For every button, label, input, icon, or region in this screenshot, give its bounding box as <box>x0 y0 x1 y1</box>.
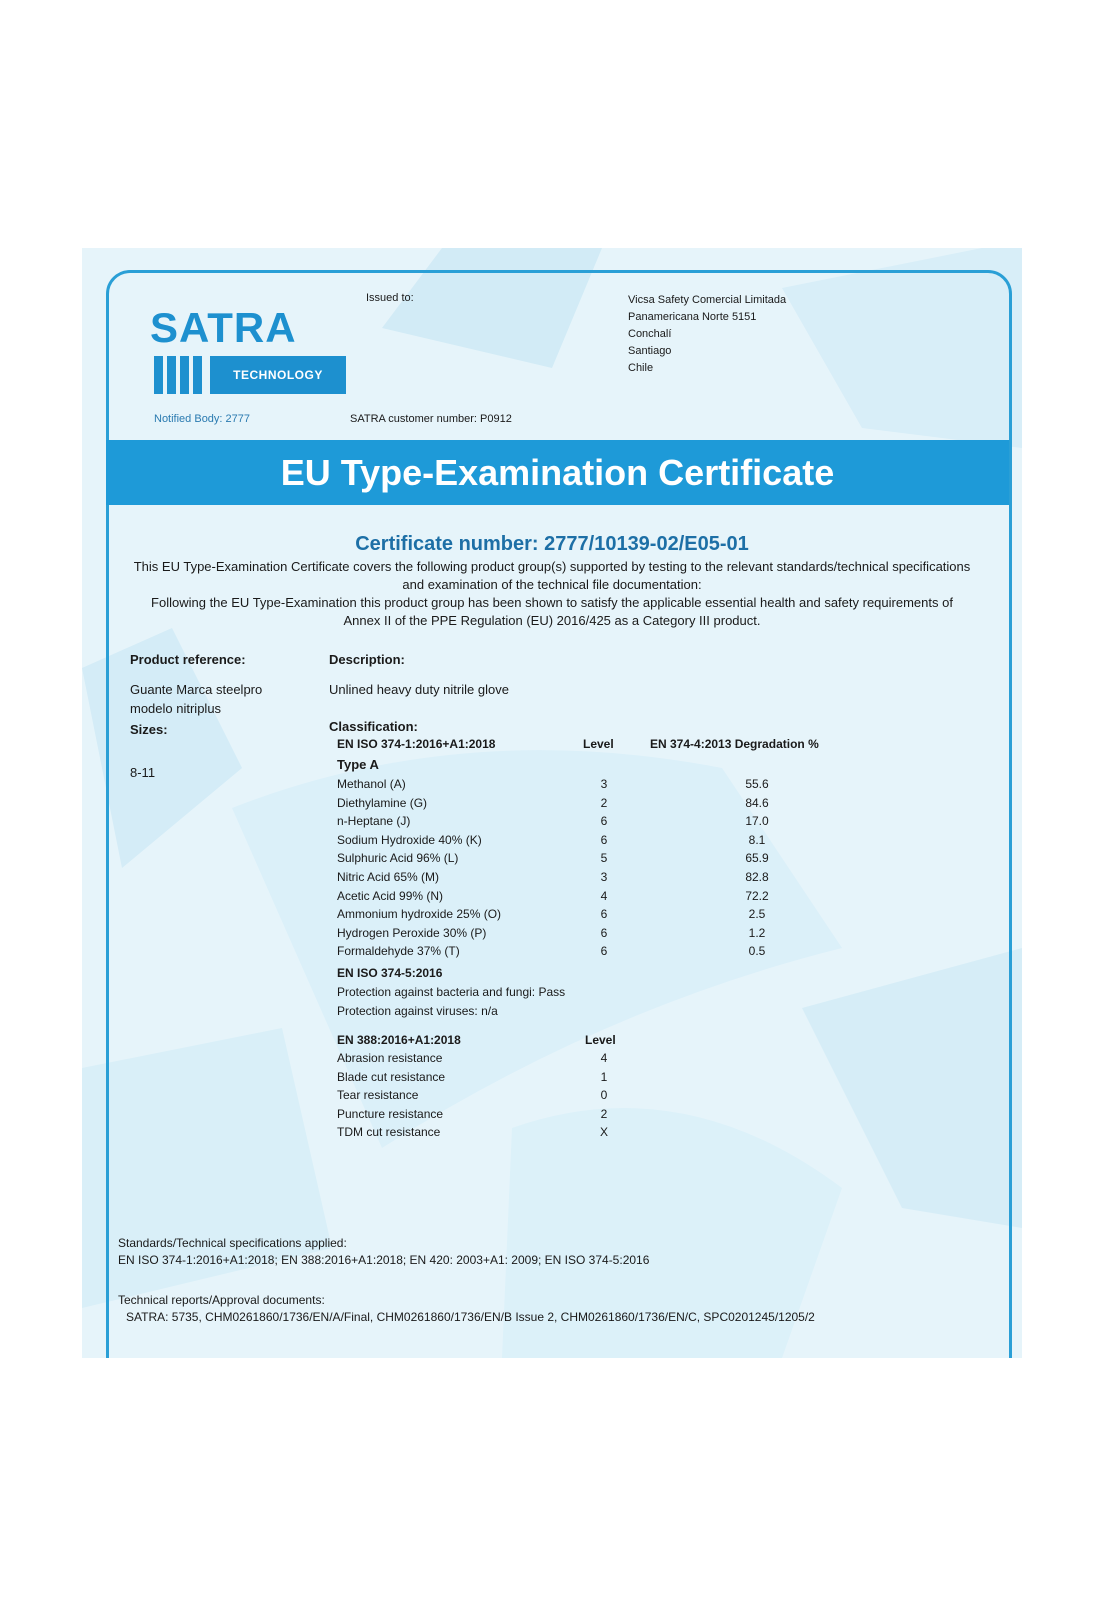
virus-protection: Protection against viruses: n/a <box>337 1004 498 1018</box>
mechanical-level: 2 <box>600 1106 608 1121</box>
satra-logo <box>150 306 345 396</box>
chemical-level: 6 <box>600 832 608 847</box>
description-label: Description: <box>329 652 405 667</box>
intro-paragraph-1: This EU Type-Examination Certificate covers the following product group(s) supported by testing to the relevant standards/technical specifications and examination of the technical file documentation: <box>133 559 971 592</box>
bacteria-protection: Protection against bacteria and fungi: Pass <box>337 985 566 999</box>
product-reference-value: Guante Marca steelpro modelo nitriplus <box>130 682 263 716</box>
chemical-degradation: 65.9 <box>745 851 769 866</box>
mechanical-level: 1 <box>600 1069 608 1084</box>
mech-standard-header: EN 388:2016+A1:2018 <box>337 1033 461 1047</box>
micro-standard-header: EN ISO 374-5:2016 <box>337 966 443 980</box>
chemical-degradation: 8.1 <box>748 832 766 847</box>
chemical-degradation: 55.6 <box>745 777 769 791</box>
chemical-name: Sodium Hydroxide 40% (K) <box>337 832 482 847</box>
description-value: Unlined heavy duty nitrile glove <box>329 682 509 697</box>
certificate-intro <box>132 558 972 630</box>
chem-standard-header: EN ISO 374-1:2016+A1:2018 <box>337 737 496 751</box>
issued-to-address <box>628 292 786 377</box>
mechanical-property: Tear resistance <box>337 1088 419 1103</box>
chemical-level: 5 <box>600 851 608 866</box>
chemical-degradation: 17.0 <box>745 814 769 829</box>
chemical-degradation: 84.6 <box>745 795 769 810</box>
chemical-level: 6 <box>600 814 608 829</box>
sizes-value: 8-11 <box>130 765 156 780</box>
standards-value: EN ISO 374-1:2016+A1:2018; EN 388:2016+A1:2018; EN 420: 2003+A1: 2009; EN ISO 374-5:2016 <box>118 1253 650 1267</box>
chemical-name: Hydrogen Peroxide 30% (P) <box>337 925 487 940</box>
reports-label: Technical reports/Approval documents: <box>118 1293 325 1307</box>
chemical-name: Ammonium hydroxide 25% (O) <box>337 907 502 922</box>
intro-paragraph-2: Following the EU Type-Examination this product group has been shown to satisfy the applicable essential health and safety requirements of Annex II of the PPE Regulation (EU) 2016/425 as a Category III product. <box>151 595 953 628</box>
chemical-name: Sulphuric Acid 96% (L) <box>337 851 459 866</box>
chemical-level: 2 <box>600 795 608 810</box>
chemical-name: Diethylamine (G) <box>337 795 428 810</box>
chemical-name: Nitric Acid 65% (M) <box>337 870 440 884</box>
chemical-name: Acetic Acid 99% (N) <box>337 888 444 903</box>
chemical-degradation: 0.5 <box>748 944 766 959</box>
product-reference-label: Product reference: <box>130 652 246 667</box>
address-line: Vicsa Safety Comercial Limitada <box>628 294 787 306</box>
degradation-header: EN 374-4:2013 Degradation % <box>650 737 819 751</box>
logo-subtitle: TECHNOLOGY <box>210 356 346 394</box>
chemical-level: 6 <box>600 925 608 940</box>
chemical-degradation: 2.5 <box>748 907 766 922</box>
chem-level-header: Level <box>583 737 614 751</box>
mech-level-header: Level <box>585 1033 616 1047</box>
classification-label: Classification: <box>329 719 418 734</box>
mechanical-property: TDM cut resistance <box>337 1125 441 1140</box>
notified-body: Notified Body: 2777 <box>154 413 251 425</box>
address-line: Conchalí <box>628 328 672 340</box>
chemical-name: Formaldehyde 37% (T) <box>337 944 460 959</box>
mechanical-level: 0 <box>600 1088 608 1103</box>
mechanical-property: Puncture resistance <box>337 1106 444 1121</box>
logo-bars-icon <box>154 356 208 394</box>
logo-wordmark: SATRA <box>150 304 297 351</box>
certificate-title-banner: EU Type-Examination Certificate <box>106 440 1009 505</box>
address-line: Panamericana Norte 5151 <box>628 311 757 323</box>
chemical-level: 4 <box>600 888 608 903</box>
chemical-name: n-Heptane (J) <box>337 814 411 829</box>
mechanical-level: X <box>599 1125 608 1140</box>
chemical-degradation: 82.8 <box>745 870 769 884</box>
chemical-level: 6 <box>600 944 608 959</box>
chemical-level: 6 <box>600 907 608 922</box>
address-line: Chile <box>628 362 654 374</box>
chemical-level: 3 <box>600 777 608 791</box>
mechanical-level: 4 <box>600 1051 608 1065</box>
chemical-level: 3 <box>600 870 608 884</box>
issued-to-label: Issued to: <box>366 292 414 304</box>
address-line: Santiago <box>628 345 672 357</box>
mechanical-property: Blade cut resistance <box>337 1069 446 1084</box>
mechanical-property: Abrasion resistance <box>337 1051 443 1065</box>
certificate-number: Certificate number: 2777/10139-02/E05-01 <box>355 533 749 555</box>
standards-label: Standards/Technical specifications applied: <box>118 1236 347 1250</box>
customer-number: SATRA customer number: P0912 <box>350 413 512 425</box>
chemical-degradation: 1.2 <box>748 925 766 940</box>
type-label: Type A <box>337 757 379 772</box>
sizes-label: Sizes: <box>130 722 168 737</box>
chemical-degradation: 72.2 <box>745 888 769 903</box>
chemical-name: Methanol (A) <box>337 777 406 791</box>
certificate-border <box>106 270 1012 1358</box>
reports-value: SATRA: 5735, CHM0261860/1736/EN/A/Final, CHM0261860/1736/EN/B Issue 2, CHM0261860/1736/EN/C, SPC0201245/1205/2 <box>126 1310 815 1324</box>
certificate-page <box>82 248 1022 1358</box>
